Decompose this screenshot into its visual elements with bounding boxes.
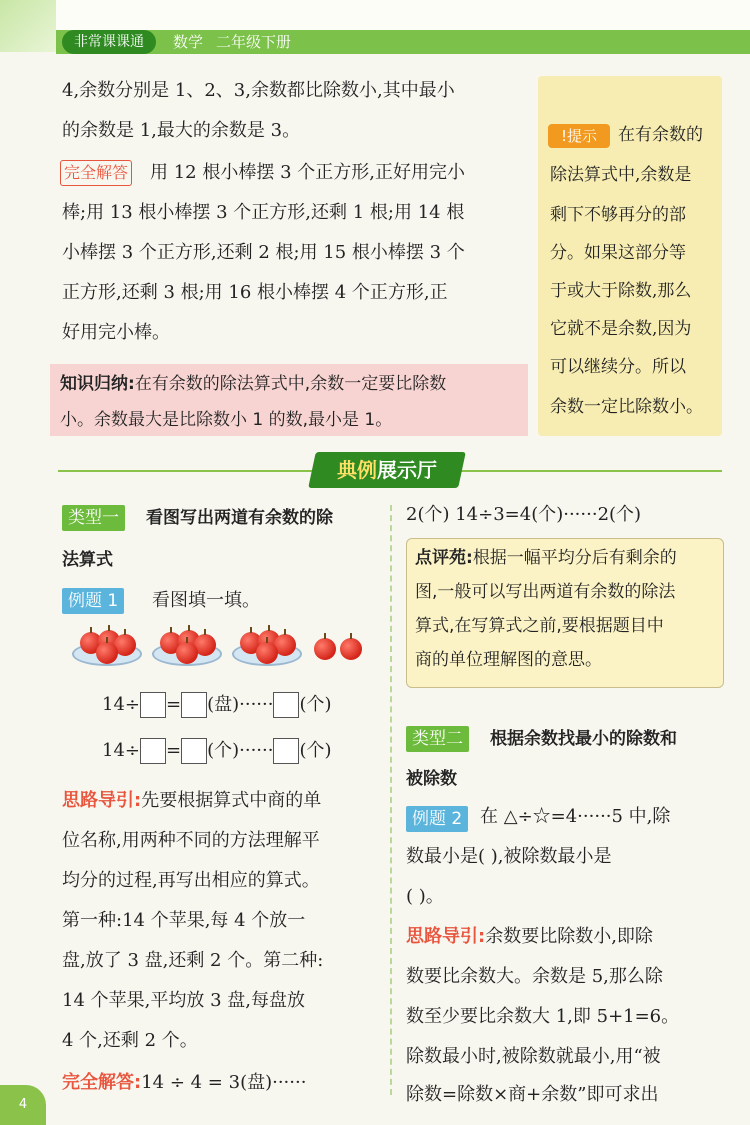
eq1-equals: =: [166, 694, 182, 715]
example2-line-3: ( )。: [406, 886, 444, 907]
guide1-line-7: 4 个,还剩 2 个。: [62, 1030, 198, 1051]
answer-line-2: 棒;用 13 根小棒摆 3 个正方形,还剩 1 根;用 14 根: [62, 202, 465, 223]
comment-line-4: 商的单位理解图的意思。: [415, 650, 602, 670]
answer1-continued: 2(个) 14÷3=4(个)······2(个): [406, 504, 642, 525]
example2-line-1: 在 △÷☆=4······5 中,除: [480, 806, 671, 827]
comment-line-3: 算式,在写算式之前,要根据题目中: [415, 616, 664, 636]
guide2-line-4: 除数最小时,被除数就最小,用“被: [406, 1046, 661, 1067]
summary-line-2: 小。余数最大是比除数小 1 的数,最小是 1。: [60, 410, 393, 430]
header-corner-decoration: [0, 0, 56, 52]
type2-title-2: 被除数: [406, 769, 457, 789]
apple: [314, 638, 336, 660]
column-divider: [390, 505, 392, 1095]
header-brand: 非常课课通: [62, 30, 156, 54]
type2-title-1: 根据余数找最小的除数和: [490, 729, 677, 749]
guide1-line-5: 盘,放了 3 盘,还剩 2 个。第二种:: [62, 950, 324, 971]
eq2-unit-1: (个)······: [207, 740, 274, 761]
guide1-line-4: 第一种:14 个苹果,每 4 个放一: [62, 910, 306, 931]
tip-line-3: 剩下不够再分的部: [550, 205, 686, 225]
example1-tag: 例题 1: [62, 588, 124, 614]
comment-text-1: 根据一幅平均分后有剩余的: [472, 548, 677, 568]
type1-title-2: 法算式: [62, 550, 113, 570]
guide2-line-3: 数至少要比余数大 1,即 5+1=6。: [406, 1006, 680, 1027]
eq1-divisor-box[interactable]: [140, 692, 166, 718]
text-line-2: 的余数是 1,最大的余数是 3。: [62, 120, 301, 141]
apple: [256, 642, 278, 664]
tip-line-1: 在有余数的: [618, 125, 703, 145]
answer-line-5: 好用完小棒。: [62, 322, 170, 343]
apple: [340, 638, 362, 660]
example1-text: 看图填一填。: [152, 590, 260, 611]
tip-line-2: 除法算式中,余数是: [550, 165, 692, 185]
eq2-remainder-box[interactable]: [273, 738, 299, 764]
answer-line-1: 用 12 根小棒摆 3 个正方形,正好用完小: [150, 162, 465, 183]
answer1-label: 完全解答:: [62, 1072, 142, 1093]
comment-label: 点评苑:: [415, 548, 473, 568]
answer-line-4: 正方形,还剩 3 根;用 16 根小棒摆 4 个正方形,正: [62, 282, 448, 303]
eq2-divisor-box[interactable]: [140, 738, 166, 764]
tip-tag: !提示: [548, 124, 610, 148]
banner-title: [312, 452, 462, 488]
guide2-line-2: 数要比余数大。余数是 5,那么除: [406, 966, 663, 987]
tip-line-7: 可以继续分。所以: [550, 357, 686, 377]
eq2-quotient-box[interactable]: [181, 738, 207, 764]
apple: [96, 642, 118, 664]
answer1-line: [62, 1066, 306, 1100]
guide2-label: 思路导引:: [406, 926, 486, 947]
header-bar: [56, 30, 750, 54]
tip-line-5: 于或大于除数,那么: [550, 281, 692, 301]
type1-tag: 类型一: [62, 505, 125, 531]
example2-line-2: 数最小是( ),被除数最小是: [406, 846, 612, 867]
tip-line-8: 余数一定比除数小。: [550, 397, 703, 417]
eq1-remainder-box[interactable]: [273, 692, 299, 718]
page-header: [0, 0, 750, 58]
text-line-1: 4,余数分别是 1、2、3,余数都比除数小,其中最小: [62, 80, 455, 101]
equation-1: [102, 688, 332, 722]
guide2-text-1: 余数要比除数小,即除: [485, 926, 653, 947]
summary-label: 知识归纳:: [60, 374, 135, 394]
guide1-line-3: 均分的过程,再写出相应的算式。: [62, 870, 320, 891]
guide1-label: 思路导引:: [62, 790, 142, 811]
eq2-unit-2: (个): [299, 740, 332, 761]
guide1-line-1: [62, 784, 321, 818]
guide1-line-6: 14 个苹果,平均放 3 盘,每盘放: [62, 990, 305, 1011]
eq1-dividend: 14÷: [102, 694, 140, 715]
equation-2: [102, 734, 332, 768]
answer-line-3: 小棒摆 3 个正方形,还剩 2 根;用 15 根小棒摆 3 个: [62, 242, 465, 263]
answer-tag: 完全解答: [60, 160, 132, 186]
eq1-quotient-box[interactable]: [181, 692, 207, 718]
summary-line-1: [60, 367, 446, 401]
answer1-text: 14 ÷ 4 = 3(盘)······: [141, 1072, 307, 1093]
eq1-unit-1: (盘)······: [207, 694, 274, 715]
guide2-line-5: 除数=除数×商+余数”即可求出: [406, 1084, 659, 1105]
guide2-line-1: [406, 920, 653, 954]
eq2-dividend: 14÷: [102, 740, 140, 761]
header-grade: 二年级下册: [216, 33, 292, 51]
type2-tag: 类型二: [406, 726, 469, 752]
banner-accent: 典例: [337, 458, 377, 482]
apple: [176, 642, 198, 664]
comment-line-1: [415, 542, 677, 574]
comment-line-2: 图,一般可以写出两道有余数的除法: [415, 582, 676, 602]
eq1-unit-2: (个): [299, 694, 332, 715]
summary-text-1: 在有余数的除法算式中,余数一定要比除数: [134, 374, 447, 394]
tip-line-6: 它就不是余数,因为: [550, 319, 692, 339]
guide1-line-2: 位名称,用两种不同的方法理解平: [62, 830, 320, 851]
guide1-text-1: 先要根据算式中商的单: [141, 790, 322, 811]
type1-title-1: 看图写出两道有余数的除: [146, 508, 333, 528]
page-number: 4: [0, 1085, 46, 1125]
tip-line-4: 分。如果这部分等: [550, 243, 686, 263]
header-subject: 数学: [173, 33, 204, 51]
eq2-equals: =: [166, 740, 182, 761]
banner-rest: 展示厅: [377, 458, 437, 482]
example2-tag: 例题 2: [406, 806, 468, 832]
